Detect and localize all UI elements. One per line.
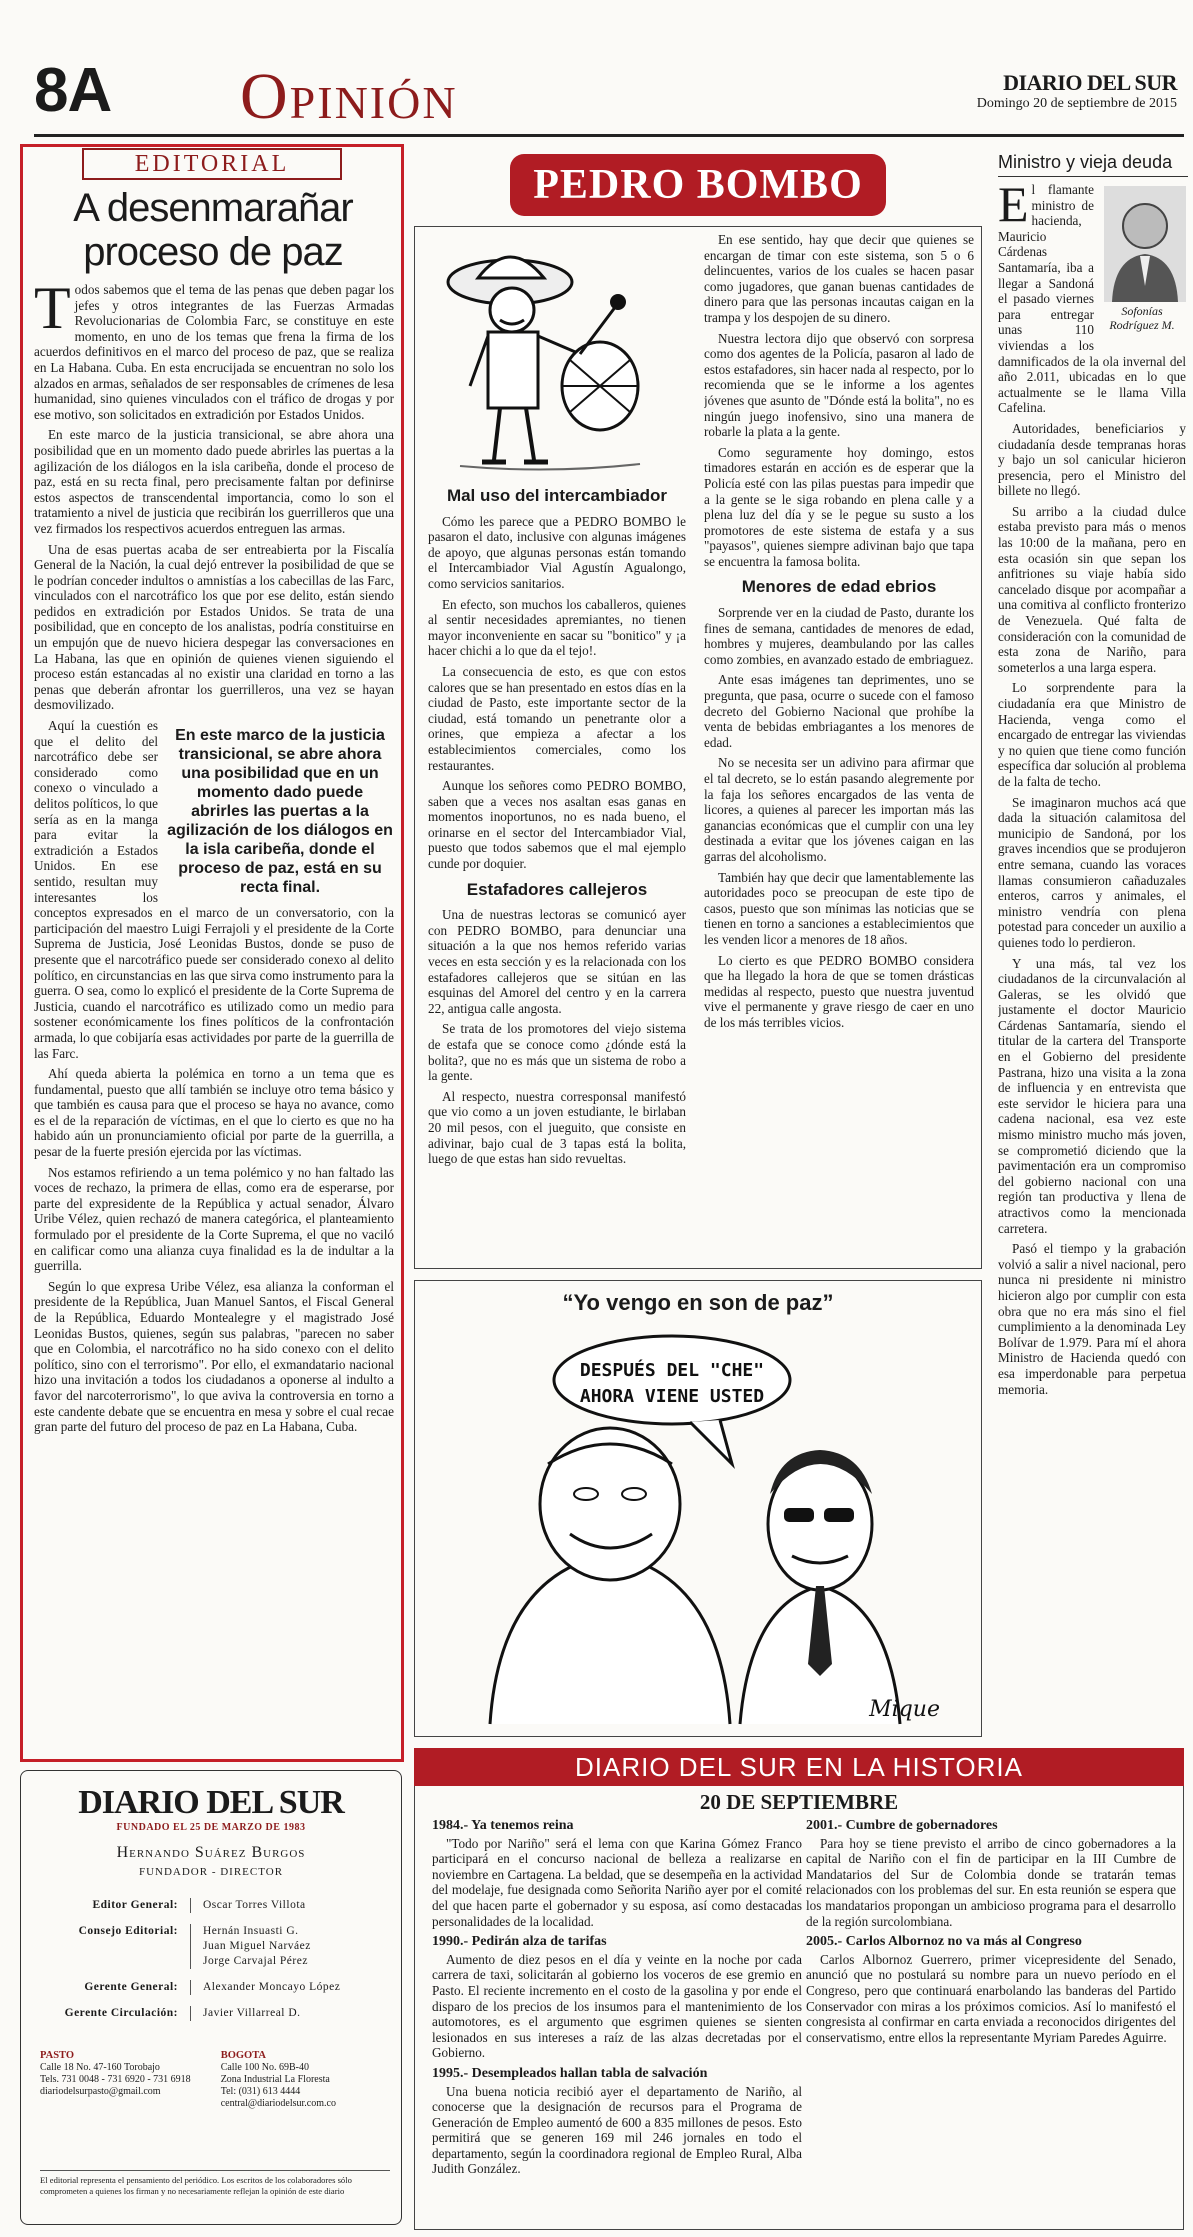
address-line: central@diariodelsur.com.co: [220, 2098, 336, 2109]
masthead-person: Oscar Torres Villota: [203, 1899, 306, 1911]
pedro-bombo-subheading: Estafadores callejeros: [466, 879, 648, 899]
header-rule: [34, 134, 1184, 137]
pedro-bombo-paragraph: Lo cierto es que PEDRO BOMBO considera que ha llegado la hora de que se tomen drásticas medidas al respecto, puesto que nuestra juventud vive el permanente y grave riesgo de caer en uno de los más terribles vicios.: [704, 952, 974, 1030]
pedro-bombo-illustration-icon: [430, 236, 664, 476]
column-paragraph: l flamante ministro de hacienda, Mauricio Cárdenas Santamaría, iba a llegar a Sandoná el pasado viernes para entregar unas 110 viviendas a los damnificados de la ola invernal del año 2.011, ubicadas en lo que actualmente se le llama Villa Cafelina.: [998, 182, 1186, 416]
address-city: PASTO: [40, 2050, 75, 2061]
editorial-dropcap: T: [34, 282, 71, 341]
editorial-title: A desenmarañar proceso de paz: [73, 186, 353, 274]
masthead-person: Javier Villarreal D.: [203, 2007, 301, 2019]
columnist-name-line: Rodríguez M.: [1109, 318, 1175, 332]
column-paragraph: Pasó el tiempo y la grabación volvió a salir a nivel nacional, pero nunca ni presidente ni ministro hicieron algo por cumplir con esta obra que no era más sino el fiel cumplimiento a la denominada Ley Bolívar de 1.979. Para mí el ahora Ministro de Hacienda quedó con esa imperdonable para perpetua memoria.: [998, 1241, 1186, 1397]
pedro-bombo-paragraph: En efecto, son muchos los caballeros, quienes al sentir necesidades apremiantes, no tienen mayor inconveniente en sacar su "bonitico" y ¡a hacer chichi a lo que da el tejo!.: [428, 596, 686, 659]
masthead-staff: [36, 1898, 392, 2032]
header-brand: DIARIO DEL SUR: [1003, 70, 1177, 95]
cartoon-bubble-line-2: AHORA VIENE USTED: [579, 1386, 765, 1407]
masthead-person: Hernán Insuasti G.: [203, 1925, 299, 1937]
section-title: Opinión: [240, 60, 458, 133]
cartoon-drawing-icon: [420, 1324, 976, 1732]
address-pasto: [40, 2050, 191, 2110]
history-text: Para hoy se tiene previsto el arribo de cinco gobernadores a la capital de Nariño con el fin de participar en la III Cumbre de Mandatarios del Sur de Colombia donde se tratarán temas relacionados con los problemas del sur. En esta reunión se espera que los mandatarios propongan un ambicioso programa para el desarrollo de la región surcolombiana.: [806, 1835, 1176, 1929]
pedro-bombo-paragraph: Aunque los señores como PEDRO BOMBO, saben que a veces nos asaltan esas ganas en momentos inoportunos, no es nada bueno, el orinarse en el sector del Intercambiador Vial, puesto que todos sabemos que el mal ejemplo cunde por doquier.: [428, 778, 686, 872]
address-line: Tel: (031) 613 4444: [220, 2086, 301, 2097]
history-text: Aumento de diez pesos en el día y veinte en la noche por cada carrera de taxi, solicitarán al gobierno los voceros de ese gremio en Pasto. El reciente incremento en el costo de la gasolina y por ende el disparo de los precios de los insumos para el mantenimiento de los automotores, es el argumento que esgrimen quienes se sienten lesionados en sus intereses a raíz de las alzas decretadas por el Gobierno.: [432, 1951, 802, 2061]
editorial-paragraph: Según lo que expresa Uribe Vélez, esa alianza la conforman el presidente de la República, Juan Manuel Santos, el Fiscal General de la República, Eduardo Montealegre y el magistrado José Leonidas Bustos, quienes, según sus palabras, "parecen no saber que en Colombia, el narcotráfico no ha sido conexo con el delito político, sino con el terrorismo". Por ello, el exmandatario nacional hizo una invitación a todos los ciudadanos a oponerse al indulto a favor del narcoterrorismo", lo que aviva la controversia en torno a este candente debate que se encuentra en mesa y sobre el cual recae gran parte del futuro del proceso de paz en La Habana, Cuba.: [34, 1278, 394, 1435]
pedro-bombo-paragraph: Se trata de los promotores del viejo sistema de estafa que se conoce como ¿dónde está la bolita?, que no es más que un sistema de robo a la gente.: [428, 1021, 686, 1084]
masthead-person: Juan Miguel Narváez: [203, 1940, 311, 1952]
pedro-bombo-paragraph: No se necesita ser un adivino para afirmar que el tal decreto, se lo están pasando alegremente por la faja los señores encargados de las venta de licores, a quienes al parecer les importan más las ganancias económicas que el cumplir con una ley destinada a evitar que los jóvenes caigan en las garras del alcoholismo.: [704, 755, 974, 864]
pedro-bombo-paragraph: Al respecto, nuestra corresponsal manifestó que vio como a un joven estudiante, le birlaban 20 mil pesos, con el jueguito, que consiste en adivinar, bajo cual de 3 tapas está la bolita, luego de que estas han sido revueltas.: [428, 1088, 686, 1167]
history-heading: 2001.- Cumbre de gobernadores: [806, 1818, 998, 1833]
column-title: Ministro y vieja deuda: [998, 152, 1173, 172]
pedro-bombo-paragraph: También hay que decir que lamentablemente las autoridades poco se preocupan de este tipo de casos, puesto que son mínimas las noticias que se tienen en torno a sanciones a establecimientos que les venden licor a menores de 18 años.: [704, 869, 974, 947]
pedro-bombo-paragraph: Ante esas imágenes tan deprimentes, uno se pregunta, que pasa, ocurre o sucede con el famoso decreto del Gobierno Nacional que prohíbe la venta de bebidas embriagantes a los menores de edad.: [704, 672, 974, 750]
column-paragraph: Y una más, tal vez los ciudadanos de la circunvalación al Galeras, se les olvidó que justamente el doctor Mauricio Cárdenas Santamaría, siendo el titular de la cartera del Transporte en el Gobierno del presidente Pastrana, hizo una visita a la zona de influencia y en entrevista que este servidor le hiciera para una cadena nacional, esa vez este mismo ministro mucho más joven, se comprometió diciendo que la pavimentación era un compromiso del gobierno nacional con una región tan productiva y llena de atractivos como la mencionada carretera.: [998, 955, 1186, 1236]
history-heading: 2005.- Carlos Albornoz no va más al Congreso: [806, 1934, 1082, 1950]
pedro-bombo-paragraph: La consecuencia de esto, es que con estos calores que se han presentado en estos días en la ciudad de Pasto, este importante sector de la ciudad, está tomando un penetrante olor a orines, que empieza a afectar a los establecimientos comerciales, como los restaurantes.: [428, 663, 686, 773]
pedro-bombo-paragraph: Una de nuestras lectoras se comunicó ayer con PEDRO BOMBO, para denunciar una situación a la que nos hemos referido varias veces en esta sección y es la relacionada con los estafadores callejeros que se sitúan en las esquinas del Amorel del centro y en la carrera 22, antigua calle angosta.: [428, 907, 686, 1016]
pedro-bombo-column-2: [704, 232, 974, 1264]
history-text: "Todo por Nariño" será el lema con que Karina Gómez Franco participará en el concurso nacional de belleza a realizarse en noviembre en Cartagena. La beldad, que se desempeña en la actividad del modelaje, fue designada como Señorita Nariño ayer por el comité del que hacen parte el gobernador y su esposa, así como destacadas personalidades de la localidad.: [432, 1835, 802, 1929]
column-paragraph: Se imaginaron muchos acá que dada la situación calamitosa del municipio de Sandoná, por los graves incendios que se produjeron entre semana, cuando las voraces llamas consumieron cañaduzales enteros, carros y animales, el ministro vendría con plena potestad para conceder un auxilio a quienes todo lo perdieron.: [998, 794, 1186, 950]
column-paragraph: Su arribo a la ciudad dulce estaba previsto para más o menos las 10:00 de la mañana, pero en esta ocasión sin que sepan los anfitriones su viaje había sido cancelado disque por acompañar a una comitiva al conflicto fronterizo de Venezuela. Qué falta de consideración con la comunidad de esta zona de Nariño, para someterlos a una larga espera.: [998, 503, 1186, 675]
masthead-role: Editor General:: [36, 1898, 191, 1913]
editorial-tag: EDITORIAL: [82, 148, 342, 180]
columnist-name-line: Sofonías: [1121, 304, 1163, 318]
address-line: Tels. 731 0048 - 731 6920 - 731 6918: [40, 2074, 191, 2085]
cartoon-title: “Yo vengo en son de paz”: [562, 1290, 834, 1315]
masthead-row: [36, 1898, 392, 1913]
column-rule: [998, 176, 1188, 177]
pedro-bombo-paragraph: Cómo les parece que a PEDRO BOMBO le pasaron el dato, inclusive con algunas imágenes de apoyo, que algunas personas están tomando el Intercambiador Vial Agustín Agualongo, como servicios sanitarios.: [428, 513, 686, 591]
history-heading: 1990.- Pedirán alza de tarifas: [432, 1934, 607, 1950]
pedro-bombo-subheading: Menores de edad ebrios: [741, 577, 937, 597]
editorial-paragraph: Aquí la cuestión es que el delito del narcotráfico debe ser considerado como conexo o vinculado a delitos políticos, lo que sería as en la manga para evitar la extradición a Estados Unidos. En ese sentido, resultan muy interesantes los conceptos expresados en el marco de un conversatorio, con la participación del maestro Luigi Ferrajoli y el presidente de la Corte Suprema de Justicia, José Leonidas Bustos, donde se puso de presente que el narcotráfico puede ser considerado conexo al delito político, en circunstancias en las que sirva como instrumento para la guerra. O sea, como lo explicó el presidente de la Corte Suprema de Justicia, cuando el narcotráfico es utilizado como un medio para sostener económicamente los fines políticos de la confrontación armada, lo que cobijaría esas actividades por parte de la guerrilla de las Farc.: [34, 718, 394, 1061]
editorial-paragraph: Ahí queda abierta la polémica en torno a un tema que es fundamental, puesto que allí también se incluye otro tema básico y que también es causa para que el proceso se haya no avance, como es el de la reparación de víctimas, en el que lo cierto es que no ha habido aún un pronunciamiento oficial por parte de la guerrilla, a pesar de la fuerte presión ejercida por las víctimas.: [34, 1066, 394, 1160]
cartoon-bubble-line-1: DESPUÉS DEL "CHE": [579, 1360, 765, 1381]
header-date: Domingo 20 de septiembre de 2015: [976, 96, 1177, 111]
editorial-body: [34, 282, 394, 1752]
column-paragraph: Lo sorprendente para la ciudadanía era que Ministro de Hacienda, venga como el encargado de entregar las viviendas y no quien que tiene como función específica dar solución al problema de la falta de techo.: [998, 680, 1186, 789]
editorial-pullquote: En este marco de la justicia transicional, se abre ahora una posibilidad que en un momento dado puede abrirles las puertas a la agilización de los diálogos en la isla caribeña, donde el proceso de paz, está en su recta final.: [167, 727, 393, 897]
masthead-director-role: FUNDADOR - DIRECTOR: [138, 1866, 284, 1878]
history-heading: 1984.- Ya tenemos reina: [432, 1818, 574, 1833]
masthead-disclaimer: El editorial representa el pensamiento del periódico. Los escritos de los colaboradores sólo comprometen a quienes los firman y no necesariamente reflejan la opinión de este diario: [40, 2170, 390, 2196]
pedro-bombo-paragraph: Nuestra lectora dijo que observó con sorpresa como dos agentes de la Policía, pasaron al lado de estos estafadores, sin hacer nada al respecto, por lo recomienda que se le informe a los agentes jóvenes que asunto de "Dónde está la bolita", no es ningún juego inofensivo, sino una manera de robarle la plata a la gente.: [704, 330, 974, 440]
masthead-row: [36, 2006, 392, 2021]
address-line: Zona Industrial La Floresta: [220, 2074, 330, 2085]
address-bogota: [221, 2050, 336, 2110]
masthead-role: Gerente General:: [36, 1980, 191, 1995]
editorial-paragraph: Nos estamos refiriendo a un tema polémico y no han faltado las voces de rechazo, la primera de ellas, como era de esperarse, por parte del expresidente de la República y actual senador, Álvaro Uribe Vélez, quien rechazó de manera categórica, el planteamiento formulado por el presidente de la Corte Suprema, el que no vaciló en calificar como una alianza cuya finalidad es la de indultar a la guerrilla.: [34, 1164, 394, 1274]
masthead-director: Hernando Suárez Burgos: [116, 1844, 306, 1861]
pedro-bombo-paragraph: Como seguramente hoy domingo, estos timadores estarán en acción es de esperar que la Policía esté con las pilas puestas para impedir que a la gente se le siga robando en plena calle y a plena luz del día y se le pegue su susto a los promotores de este sistema de estafa y a sus "payasos", quienes siempre adivinan bajo que tapa se encuentra la famosa bolita.: [704, 444, 974, 569]
masthead-person: Jorge Carvajal Pérez: [203, 1955, 308, 1967]
history-text: Carlos Albornoz Guerrero, primer vicepresidente del Senado, anunció que no postulará su nombre para un nuevo período en el Congreso, pero que continuará enarbolando las banderas del Partido Conservador con miras a los próximos comicios. Así lo manifestó el congresista al confirmar en carta enviada a reconocidos dirigentes del conservatismo, entre ellos la representante Myriam Paredes Aguirre.: [806, 1951, 1176, 2045]
address-line: Calle 18 No. 47-160 Torobajo: [40, 2062, 160, 2073]
address-line: Calle 100 No. 69B-40: [220, 2062, 310, 2073]
editorial-paragraph: Una de esas puertas acaba de ser entreabierta por la Fiscalía General de la Nación, la cual dejó entrever la posibilidad de que se le podrían conceder indultos o amnistías a los cabecillas de las Farc, vinculados con el narcotráfico los que por ese delito, están siendo pedidos en extradición por Estados Unidos. Se trata de una posibilidad, que en concepto de los analistas, podría constituirse en un empujón que de nuevo hiciera despegar las conversaciones en La Habana, las que en opinión de quienes vienen siguiendo el proceso están estancadas al no existir una claridad en torno a las penas que deberán afrontar los guerrilleros, una vez se hayan desmovilizado.: [34, 541, 394, 713]
address-city: BOGOTA: [220, 2050, 266, 2061]
page-number: 8A: [34, 56, 112, 125]
pedro-bombo-subheading: Mal uso del intercambiador: [446, 486, 668, 505]
address-line: diariodelsurpasto@gmail.com: [40, 2086, 161, 2097]
masthead-role: Gerente Circulación:: [36, 2006, 191, 2021]
editorial-paragraph: odos sabemos que el tema de las penas que deben pagar los jefes y otros integrantes de las Fuerzas Armadas Revolucionarias de Colombia Farc, se constituye en este momento, en uno de los temas que frena la firma de los acuerdos definitivos en el marco del proceso de paz, que se realiza en La Habana. Cuba. En esta encrucijada se encuentran no solo los alzados en armas, señalados de ser responsables de crímenes de lesa humanidad, sino quienes vinculados con el tráfico de drogas y por ese motivo, son solicitados en extradición por Estados Unidos.: [34, 282, 394, 422]
masthead-row: [36, 1924, 392, 1969]
masthead-role: Consejo Editorial:: [36, 1924, 191, 1969]
columnist-name: [1094, 304, 1190, 332]
history-heading: 1995.- Desempleados hallan tabla de salvación: [432, 2065, 708, 2081]
history-banner: DIARIO DEL SUR EN LA HISTORIA: [414, 1748, 1184, 1786]
masthead-row: [36, 1980, 392, 1995]
masthead-founded: FUNDADO EL 25 DE MARZO DE 1983: [116, 1822, 306, 1833]
masthead-person: Alexander Moncayo López: [203, 1981, 341, 1993]
pedro-bombo-paragraph: Sorprende ver en la ciudad de Pasto, durante los fines de semana, cantidades de menores de edad, hombres y mujeres, deambulando por las calles como zombies, en avanzado estado de embriaguez.: [704, 605, 974, 667]
pedro-bombo-column-1: [428, 478, 686, 1264]
pedro-bombo-paragraph: En ese sentido, hay que decir que quienes se encargan de timar con este sistema, son 5 o 6 delincuentes, varios de los cuales se hacen pasar como jugadores, que ganan buenas cantidades de dinero para que las personas incautas caigan en la trampa y los despojen de su dinero.: [704, 232, 974, 325]
column-body: [998, 182, 1186, 1742]
editorial-paragraph: En este marco de la justicia transicional, se abre ahora una posibilidad que en un momento dado puede abrirles las puertas a la agilización de los diálogos en la isla caribeña, donde el proceso de paz, está en su recta final, pero precisamente faltan por definirse estos aspectos de transcendental importancia, como lo son el tratamiento a nivel de justicia que recibirán los guerrilleros que una vez firmados los respectivos acuerdos entreguen las armas.: [34, 427, 394, 536]
history-column-2: [806, 1818, 1176, 2220]
pedro-bombo-banner: PEDRO BOMBO: [510, 154, 886, 216]
masthead-logo: DIARIO DEL SUR: [78, 1784, 344, 1821]
svg-text:Mique: Mique: [869, 1697, 940, 1722]
column-dropcap: E: [998, 182, 1029, 232]
column-paragraph: Autoridades, beneficiarios y ciudadanía desde tempranas horas y bajo un sol canicular hicieron presencia, pero el Ministro del billete no llegó.: [998, 420, 1186, 499]
masthead-addresses: [40, 2050, 390, 2110]
history-column-1: [432, 1818, 802, 2220]
history-date: 20 DE SEPTIEMBRE: [699, 1790, 899, 1814]
history-text: Una buena noticia recibió ayer el departamento de Nariño, al conocerse que la designación de recursos para el Programa de Generación de Empleo aumentó de 600 a 835 millones de pesos. Esto permitirá que se generen 169 mil 246 jornales en todo el departamento, según la coordinadora regional de Empleo Rural, Alba Judith González.: [432, 2083, 802, 2177]
